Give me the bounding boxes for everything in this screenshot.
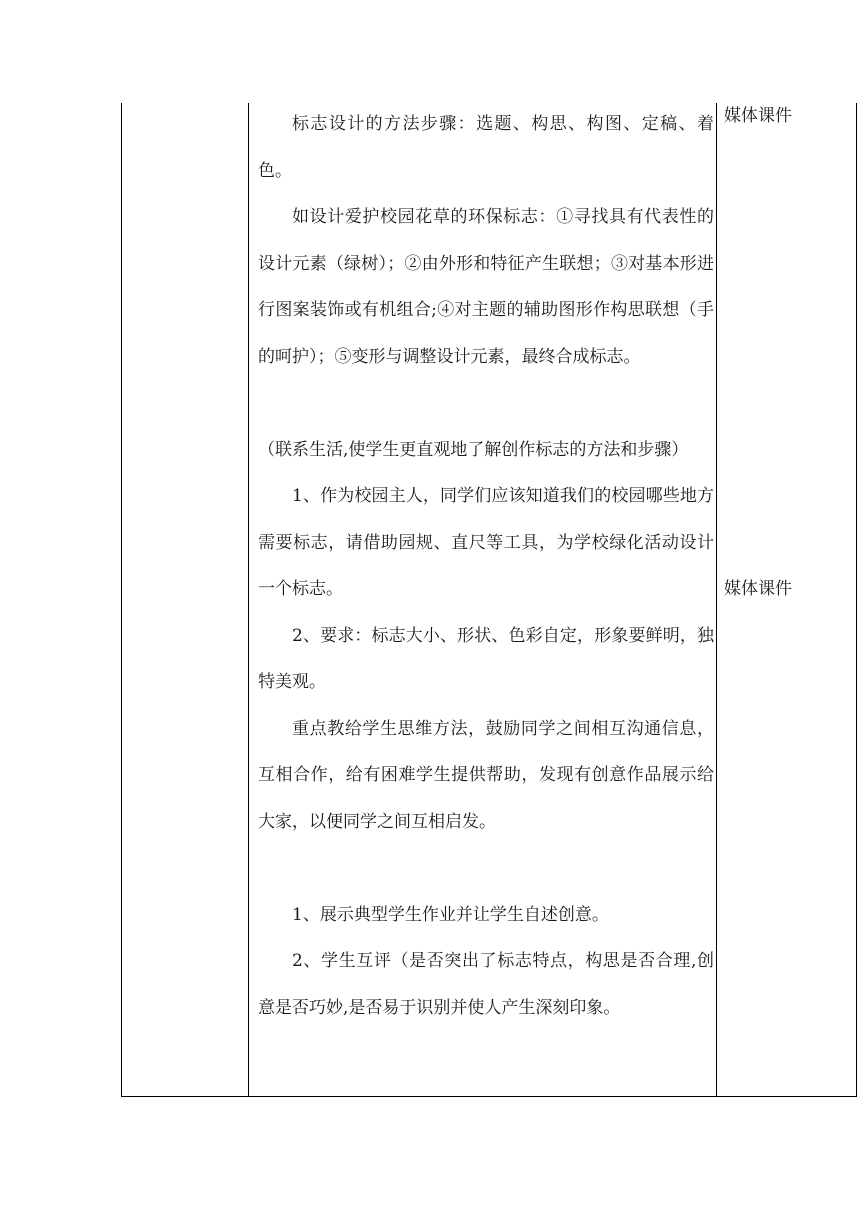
- table-border-left: [121, 103, 122, 1097]
- paragraph-showcase: 1、展示典型学生作业并让学生自述创意。: [292, 904, 609, 925]
- paragraph-task-2: 2、要求：标志大小、形状、色彩自定，形象要鲜明，独特美观。: [258, 625, 714, 692]
- table-column-divider-2: [716, 103, 717, 1097]
- table-border-right: [856, 103, 857, 1097]
- media-label-2: 媒体课件: [724, 579, 792, 599]
- paragraph-example: 如设计爱护校园花草的环保标志：①寻找具有代表性的设计元素（绿树）；②由外形和特征产生联想；③对基本形进行图案装饰或有机组合;④对主题的辅助图形作构思联想（手的呵护）；⑤变形与调整设计元素，最终合成标志。: [258, 207, 714, 367]
- table-border-bottom: [121, 1096, 857, 1097]
- paragraph-guidance: 重点教给学生思维方法，鼓励同学之间相互沟通信息，互相合作，给有困难学生提供帮助，发现有创意作品展示给大家，以便同学之间互相启发。: [258, 718, 714, 832]
- paragraph-purpose: （联系生活,使学生更直观地了解创作标志的方法和步骤）: [258, 439, 689, 460]
- media-label-1: 媒体课件: [724, 106, 792, 126]
- paragraph-task-1: 1、作为校园主人，同学们应该知道我们的校园哪些地方需要标志，请借助园规、直尺等工具，为学校绿化活动设计一个标志。: [258, 486, 714, 599]
- table-column-divider-1: [248, 103, 249, 1097]
- teaching-content: [258, 101, 714, 1031]
- paragraph-design-steps: 标志设计的方法步骤：选题、构思、构图、定稿、着色。: [258, 114, 714, 181]
- paragraph-peer-review: 2、学生互评（是否突出了标志特点，构思是否合理,创意是否巧妙,是否易于识别并使人产生深刻印象。: [258, 951, 714, 1018]
